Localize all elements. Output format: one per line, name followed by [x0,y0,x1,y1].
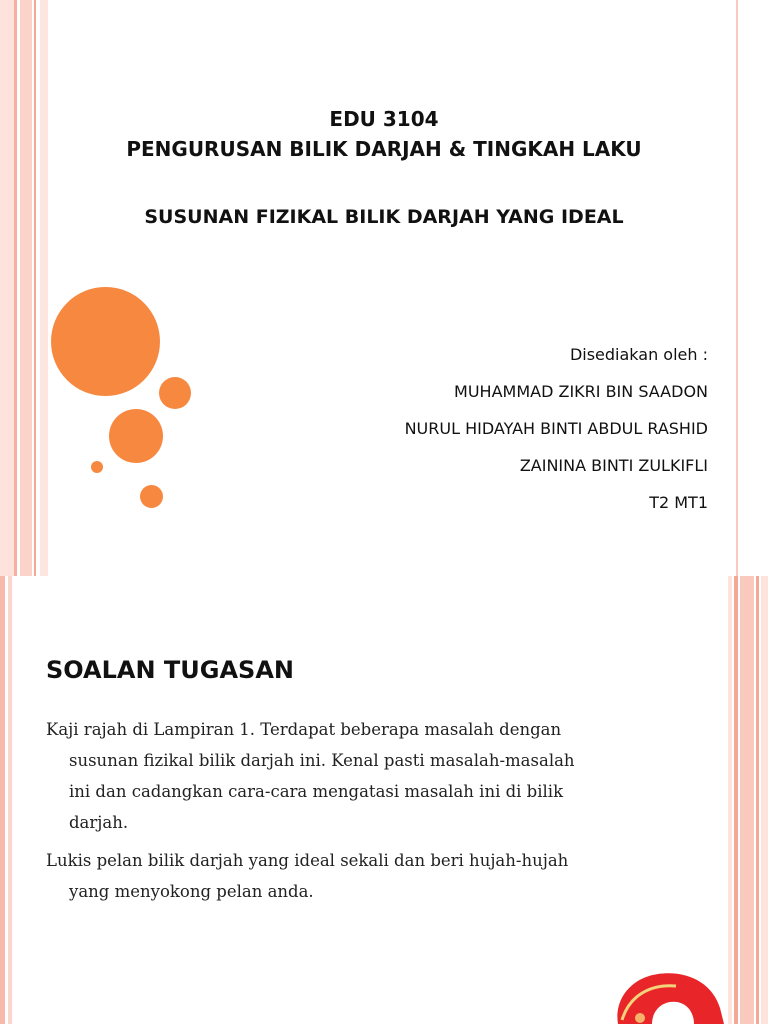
stripe-decoration [756,576,759,1024]
stripe-decoration [761,576,768,1024]
paragraph-line: Lukis pelan bilik darjah yang ideal sekali dan beri hujah-hujah [46,851,569,870]
stripe-decoration [40,0,48,576]
question-paragraph-1 [46,714,656,838]
orange-circle-tiny [91,461,103,473]
stripe-decoration [34,0,36,576]
stripe-decoration [740,576,754,1024]
paragraph-line: yang menyokong pelan anda. [69,882,314,901]
class-group: T2 MT1 [649,493,708,512]
slide-title: SUSUNAN FIZIKAL BILIK DARJAH YANG IDEAL [144,206,624,228]
stripe-decoration [736,0,738,576]
stripe-decoration [728,576,732,1024]
author-name: NURUL HIDAYAH BINTI ABDUL RASHID [404,419,708,438]
paragraph-line: susunan fizikal bilik darjah ini. Kenal pasti masalah-masalah [69,751,575,770]
orange-circle-large [51,287,160,396]
paragraph-line: ini dan cadangkan cara-cara mengatasi masalah ini di bilik [69,782,564,801]
orange-circle-small [140,485,163,508]
course-code: EDU 3104 [329,107,439,131]
orange-circle-small [159,377,191,409]
stripe-decoration [0,0,14,576]
stripe-decoration [8,576,12,1024]
stripe-decoration [0,576,5,1024]
stripe-decoration [734,576,738,1024]
author-name: ZAININA BINTI ZULKIFLI [519,456,708,475]
section-heading: SOALAN TUGASAN [46,656,295,684]
course-name: PENGURUSAN BILIK DARJAH & TINGKAH LAKU [126,137,642,161]
question-slide [0,576,768,1024]
question-mark-icon [600,960,730,1024]
question-paragraph-2 [46,845,656,907]
stripe-decoration [20,0,32,576]
author-block [405,336,708,521]
stripe-decoration [14,0,17,576]
orange-circle-medium [109,409,163,463]
prepared-by-label: Disediakan oleh : [569,345,708,364]
paragraph-line: Kaji rajah di Lampiran 1. Terdapat beberapa masalah dengan [46,720,562,739]
author-name: MUHAMMAD ZIKRI BIN SAADON [454,382,708,401]
paragraph-line: darjah. [69,813,129,832]
